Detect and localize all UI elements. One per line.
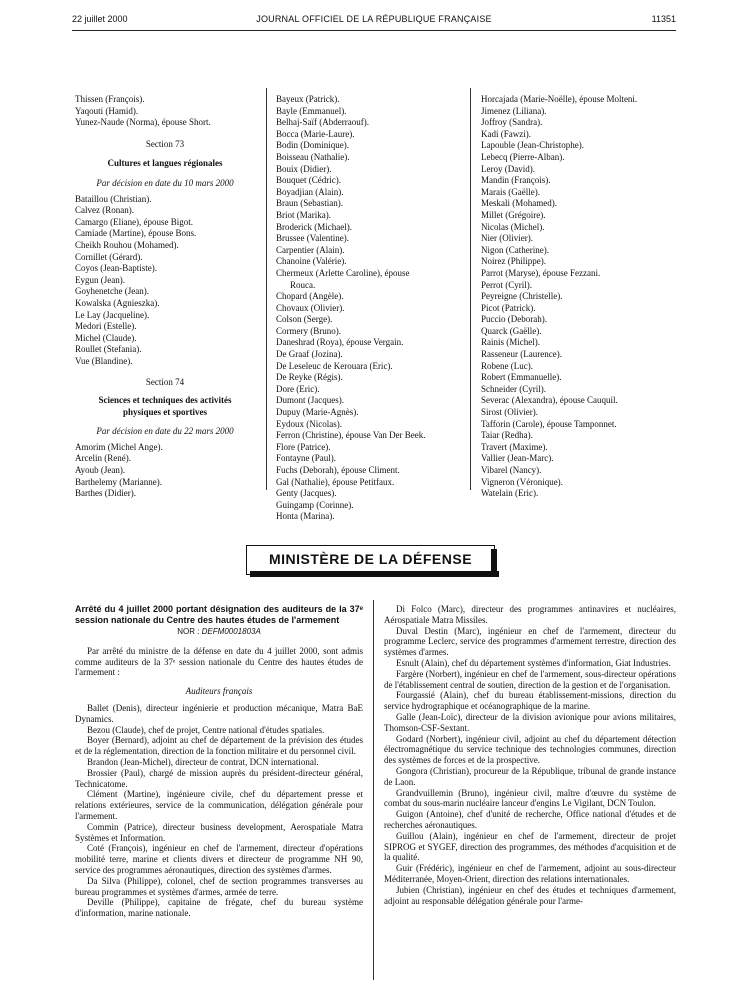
list-item: Belhaj-Saïf (Abderraouf). — [276, 117, 369, 128]
auditeur-entry: Fourgassié (Alain), chef du bureau établissement-missions, direction du service hydrographique et océanographique de la marine. — [384, 690, 676, 712]
list-item: Boyadjian (Alain). — [276, 186, 344, 197]
list-item: Vigneron (Véronique). — [481, 476, 563, 487]
header-date: 22 juillet 2000 — [72, 14, 128, 24]
name-list-col3 — [481, 94, 681, 500]
section-73-heading: Section 73 — [145, 138, 185, 149]
list-item: Briot (Marika). — [276, 209, 331, 220]
auditeur-entry: Deville (Philippe), capitaine de frégate, chef du bureau système d'information, marine nationale. — [75, 897, 363, 919]
list-item: Chovaux (Olivier). — [276, 302, 345, 313]
arrete-left-column — [75, 604, 363, 919]
list-item: Barthes (Didier). — [75, 488, 136, 499]
list-item: Sirost (Olivier). — [481, 407, 538, 418]
list-item: Severac (Alexandra), épouse Cauquil. — [481, 395, 618, 406]
column-divider-1 — [266, 88, 267, 490]
auditeur-entry: Ballet (Denis), directeur ingénierie et production mécanique, Matra BaE Dynamics. — [75, 702, 363, 724]
name-list-73 — [75, 194, 255, 368]
auditeur-entry: Bezou (Claude), chef de projet, Centre national d'études spatiales. — [87, 724, 325, 735]
auditeur-entry: Brandon (Jean-Michel), directeur de contrat, DCN international. — [87, 756, 319, 767]
list-item: Robert (Emmanuelle). — [481, 372, 562, 383]
list-item: Peyreigne (Christelle). — [481, 291, 563, 302]
page-number: 11351 — [651, 14, 676, 24]
list-item: De Leseleuc de Kerouara (Eric). — [276, 360, 393, 371]
list-item: Bayle (Emmanuel). — [276, 105, 347, 116]
list-item: Joffroy (Sandra). — [481, 117, 543, 128]
list-item: Gal (Nathalie), épouse Petitfaux. — [276, 476, 395, 487]
list-item: Boisseau (Nathalie). — [276, 151, 350, 162]
auditeur-list-left — [75, 703, 363, 919]
list-item: Chermeux (Arlette Caroline), épouse — [276, 267, 410, 278]
arrete-right-column — [384, 604, 676, 906]
column-1 — [75, 94, 255, 500]
list-item: Carpentier (Alain). — [276, 244, 345, 255]
list-item: Nier (Olivier). — [481, 233, 533, 244]
list-item: Millet (Grégoire). — [481, 209, 546, 220]
list-item: Travert (Maxime). — [481, 441, 548, 452]
auditeur-entry: Fargère (Norbert), ingénieur en chef de l'armement, sous-directeur opérations de l'établissement central de soutien, direction de la gestion et de l'organisation. — [384, 668, 676, 690]
list-item: Leroy (David). — [481, 163, 535, 174]
list-item: Flore (Patrice). — [276, 441, 331, 452]
list-item: Michel (Claude). — [75, 332, 137, 343]
list-item: Roullet (Stefania). — [75, 344, 142, 355]
journal-title: JOURNAL OFFICIEL DE LA RÉPUBLIQUE FRANÇAISE — [256, 14, 492, 24]
auditeur-entry: Boyer (Bernard), adjoint au chef de département de la prévision des études et de la réglementation, direction de la fonction militaire et du personnel civil. — [75, 735, 363, 757]
list-item: Bayeux (Patrick). — [276, 94, 340, 104]
list-item: Picot (Patrick). — [481, 302, 536, 313]
list-item: Guingamp (Corinne). — [276, 499, 354, 510]
ministry-heading-box — [246, 545, 495, 575]
auditeur-entry: Guigon (Antoine), chef d'unité de recherche, Office national d'études et de recherches aéronautiques. — [384, 809, 676, 830]
list-item: Chopard (Angèle). — [276, 291, 344, 302]
list-item: De Graaf (Jozina). — [276, 349, 343, 360]
list-item: Quarck (Gaëlle). — [481, 325, 542, 336]
auditeur-entry: Esnult (Alain), chef du département systèmes d'information, Giat Industries. — [396, 657, 671, 668]
section-74-decision: Par décision en date du 22 mars 2000 — [96, 426, 234, 437]
list-item: Perrot (Cyril). — [481, 279, 532, 290]
auditeur-entry: Duval Destin (Marc), ingénieur en chef de l'armement, directeur du programme Leclerc, service des programmes d'armement terrestre, direction des systèmes d'armes. — [384, 625, 676, 658]
list-item: Taiar (Redha). — [481, 430, 533, 441]
list-item: Arcelin (René). — [75, 453, 131, 464]
list-item: Broderick (Michael). — [276, 221, 352, 232]
list-item: Dumont (Jacques). — [276, 395, 344, 406]
list-item: Calvez (Ronan). — [75, 205, 134, 216]
list-item: Le Lay (Jacqueline). — [75, 309, 150, 320]
auditeur-entry: Gongora (Christian), procureur de la République, tribunal de grande instance de Laon. — [384, 765, 676, 787]
list-item: Honta (Marina). — [276, 511, 335, 522]
column-3 — [481, 94, 681, 500]
auditeur-entry: Guir (Frédéric), ingénieur en chef de l'armement, adjoint au sous-directeur Méditerranée, Moyen-Orient, direction des relations internationales. — [384, 863, 676, 884]
list-item: Yaqouti (Hamid). — [75, 105, 139, 116]
list-item: Eygun (Jean). — [75, 274, 125, 285]
list-item: Lapouble (Jean-Christophe). — [481, 140, 584, 151]
list-item: Noirez (Philippe). — [481, 256, 546, 267]
list-item: Rainis (Michel). — [481, 337, 540, 348]
list-item: Camiade (Martine), épouse Bons. — [75, 228, 197, 239]
list-item: Braun (Sebastian). — [276, 198, 343, 209]
list-item: Daneshrad (Roya), épouse Vergain. — [276, 337, 404, 348]
list-item: Marais (Gaëlle). — [481, 186, 540, 197]
list-item: Fontayne (Paul). — [276, 453, 336, 464]
section-74-heading: Section 74 — [145, 377, 185, 388]
auditeur-entry: Clément (Martine), ingénieure civile, chef du département presse et relations extérieures, service de la communication, délégation générale pour l'armement. — [75, 789, 363, 821]
list-item: Horcajada (Marie-Noëlle), épouse Molteni. — [481, 94, 638, 104]
list-item: Bocca (Marie-Laure). — [276, 128, 355, 139]
list-item: Vallier (Jean-Marc). — [481, 453, 554, 464]
section-73-title: Cultures et langues régionales — [107, 158, 223, 169]
name-list-top — [75, 94, 255, 129]
arrete-title: Arrêté du 4 juillet 2000 portant désignation des auditeurs de la 37ᵉ session nationale du Centre des hautes études de l'armement — [75, 604, 363, 625]
section-74-title-2: physiques et sportives — [122, 406, 207, 417]
column-2 — [276, 94, 471, 523]
list-item: Bodin (Dominique). — [276, 140, 349, 151]
list-item: Camargo (Eliane), épouse Bigot. — [75, 216, 194, 227]
nor-code: DEFM0001803A — [201, 627, 261, 636]
section-73-decision: Par décision en date du 10 mars 2000 — [96, 177, 234, 188]
list-item: Rouca. — [290, 279, 316, 290]
list-item: Cormery (Bruno). — [276, 325, 341, 336]
auditeur-entry: Guillou (Alain), ingénieur en chef de l'armement, directeur de projet SIPROG et SYGEF, direction des programmes, des méthodes d'acquisition et de la qualité. — [384, 830, 676, 863]
ministry-heading: MINISTÈRE DE LA DÉFENSE — [268, 551, 473, 567]
list-item: Mandin (François). — [481, 175, 551, 186]
list-item: Rasseneur (Laurence). — [481, 349, 562, 360]
list-item: Thissen (François). — [75, 94, 145, 104]
list-item: Vibarel (Nancy). — [481, 465, 542, 475]
list-item: Dore (Eric). — [276, 383, 320, 394]
column-divider-bottom — [373, 600, 374, 980]
list-item: Medori (Estelle). — [75, 321, 137, 332]
list-item: Puccio (Deborah). — [481, 314, 547, 325]
list-item: Nigon (Catherine). — [481, 244, 549, 255]
list-item: Dupuy (Marie-Agnès). — [276, 407, 359, 418]
list-item: Bouquet (Cédric). — [276, 175, 341, 186]
auditeur-entry: Di Folco (Marc), directeur des programmes antinavires et nucléaires, Aérospatiale Matra Missiles. — [384, 604, 676, 625]
list-item: Genty (Jacques). — [276, 488, 337, 499]
list-item: Ferron (Christine), épouse Van Der Beek. — [276, 430, 426, 441]
auditeur-list-right — [384, 604, 676, 906]
auditeurs-subheading: Auditeurs français — [185, 686, 253, 697]
list-item: Goyhenetche (Jean). — [75, 286, 149, 297]
list-item: Amorim (Michel Ange). — [75, 441, 163, 452]
list-item: Yunez-Naude (Norma), épouse Short. — [75, 117, 211, 128]
nor-label: NOR : — [177, 627, 200, 636]
list-item: Vue (Blandine). — [75, 355, 133, 366]
list-item: Watelain (Eric). — [481, 488, 539, 499]
list-item: Kadi (Fawzi). — [481, 128, 531, 139]
list-item: Coyos (Jean-Baptiste). — [75, 263, 157, 274]
name-list-col2 — [276, 94, 471, 523]
list-item: Kowalska (Agnieszka). — [75, 297, 160, 308]
column-divider-2 — [470, 88, 471, 490]
auditeur-entry: Grandvuillemin (Bruno), ingénieur civil, maître d'œuvre du système de combat du sous-marin nucléaire lanceur d'engins Le Vigilant, DCN Toulon. — [384, 787, 676, 809]
list-item: Bataillou (Christian). — [75, 193, 152, 204]
nor-reference — [75, 627, 363, 638]
auditeur-entry: Commin (Patrice), directeur business development, Aerospatiale Matra Systèmes et Information. — [75, 821, 363, 843]
list-item: Lebecq (Pierre-Alban). — [481, 151, 565, 162]
section-74-title-1: Sciences et techniques des activités — [98, 395, 232, 406]
auditeur-entry: Da Silva (Philippe), colonel, chef de section programmes transverses au bureau programmes et systèmes d'armes, armée de terre. — [75, 875, 363, 897]
list-item: Nicolas (Michel). — [481, 221, 545, 232]
list-item: Meskali (Mohamed). — [481, 198, 557, 209]
auditeur-entry: Brossier (Paul), chargé de mission auprès du président-directeur général, Technicatome. — [75, 767, 363, 789]
list-item: Jimenez (Liliana). — [481, 105, 547, 116]
list-item: Chanoine (Valérie). — [276, 256, 347, 267]
arrete-intro: Par arrêté du ministre de la défense en date du 4 juillet 2000, sont admis comme auditeurs de la 37ᵉ session nationale du Centre des hautes études de l'armement : — [75, 645, 363, 678]
list-item: Fuchs (Deborah), épouse Climent. — [276, 465, 400, 475]
list-item: Ayoub (Jean). — [75, 465, 126, 476]
list-item: Schneider (Cyril). — [481, 383, 546, 394]
list-item: Cornillet (Gérard). — [75, 251, 143, 262]
auditeur-entry: Galle (Jean-Loïc), directeur de la division avionique pour avions militaires, Thomson-CSF-Sextant. — [384, 711, 676, 733]
list-item: Eydoux (Nicolas). — [276, 418, 342, 429]
list-item: Tafforin (Carole), épouse Tamponnet. — [481, 418, 617, 429]
list-item: Colson (Serge). — [276, 314, 333, 325]
list-item: Parrot (Maryse), épouse Fezzani. — [481, 267, 601, 278]
list-item: Cheikh Rouhou (Mohamed). — [75, 239, 179, 250]
page-header — [72, 12, 676, 28]
header-rule — [72, 30, 676, 31]
list-item: De Reyke (Régis). — [276, 372, 343, 383]
auditeur-entry: Godard (Norbert), ingénieur civil, adjoint au chef du département détection électromagnétique du service technique des technologies communes, direction des systèmes de forces et de la prospective. — [384, 733, 676, 766]
list-item: Robene (Luc). — [481, 360, 533, 371]
name-list-74 — [75, 442, 255, 500]
list-item: Brussee (Valentine). — [276, 233, 349, 244]
list-item: Bouix (Didier). — [276, 163, 332, 174]
list-item: Barthelemy (Marianne). — [75, 476, 162, 487]
auditeur-entry: Jubien (Christian), ingénieur en chef des études et techniques d'armement, adjoint au responsable délégation générale pour l'arme- — [384, 884, 676, 906]
auditeur-entry: Coté (François), ingénieur en chef de l'armement, directeur d'opérations mobilité terre, marine et clients divers et directeur de programme NH 90, service des programmes aéronautiques, direction des systèmes d'armes. — [75, 843, 363, 875]
